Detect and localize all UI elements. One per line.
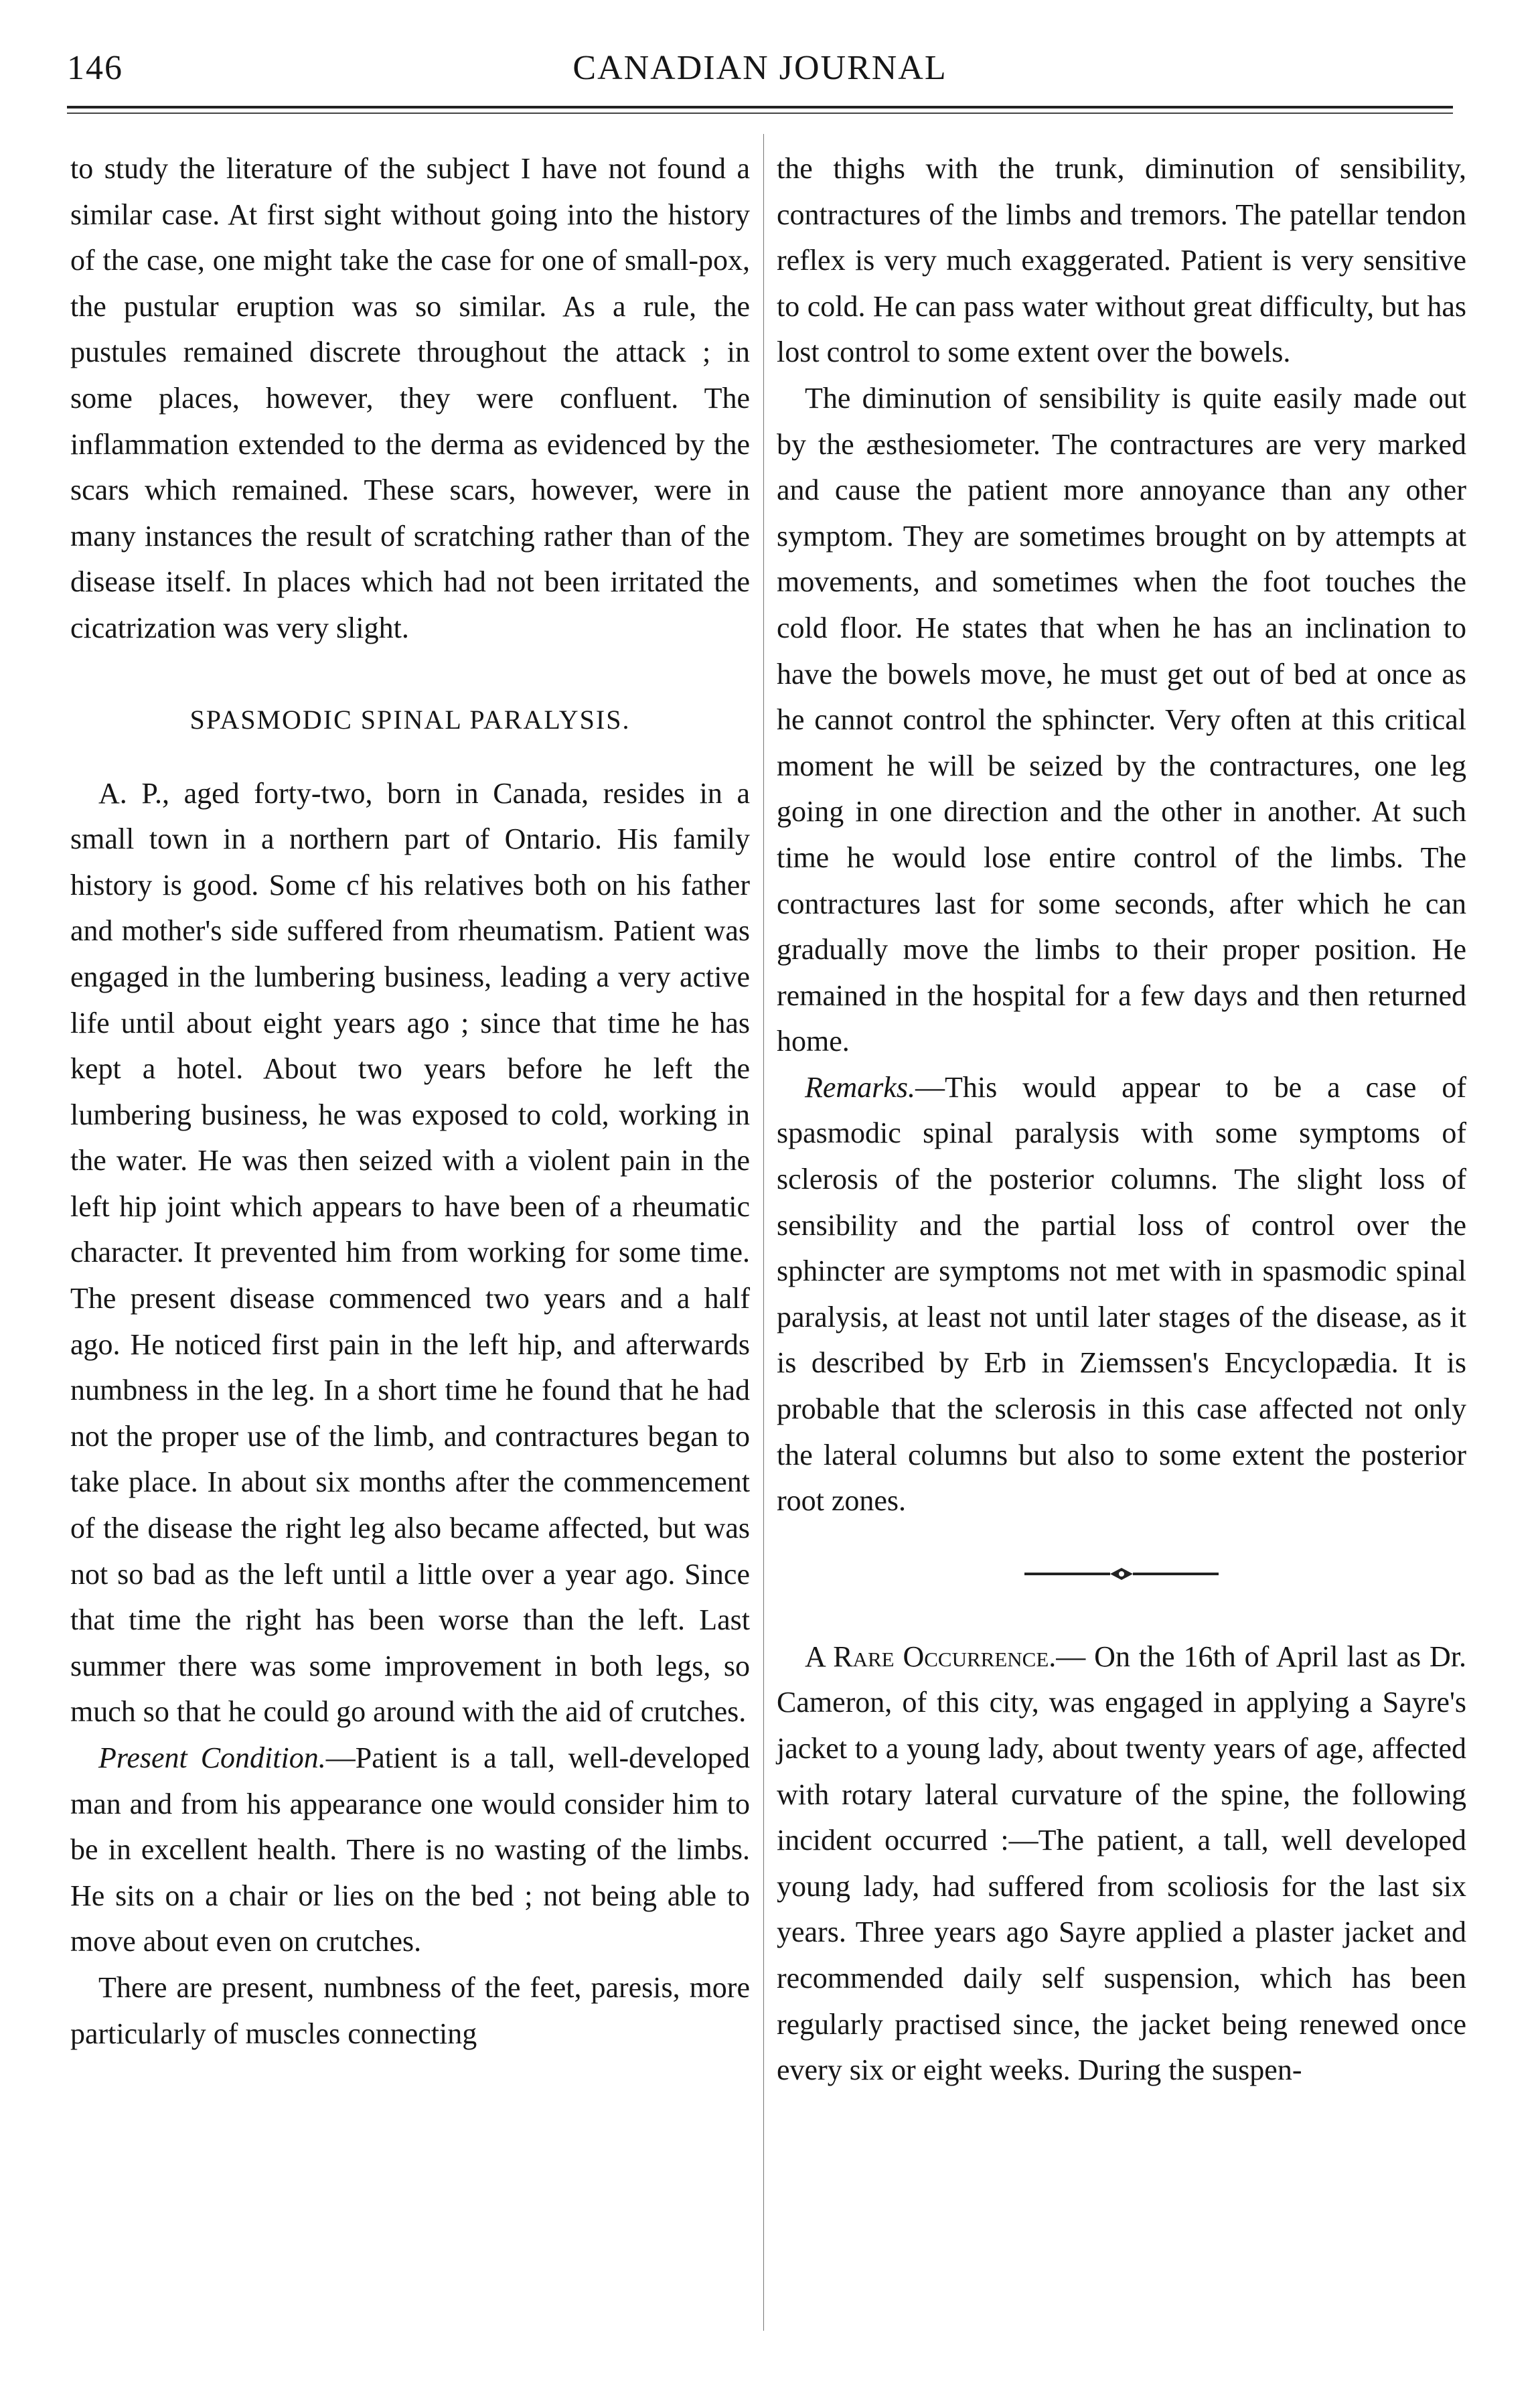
left-paragraph-1: to study the literature of the subject I have not found a similar case. At first sight without going into the history of the case, one might take the case for one of small-pox, the pustular eruption was so similar. As a rule, the pustules remained discrete throughout the attack ; in some places, however, they were confluent. The inflammation extended to the derma as evidenced by the scars which remained. These scars, however, were in many instances the result of scratching rather than of the disease itself. In places which had not been irritated the cicatrization was very slight.: [70, 152, 750, 644]
section-ornament: [777, 1554, 1466, 1594]
remarks-text: —This would appear to be a case of spasmodic spinal paralysis with some symptoms of sclerosis of the posterior columns. The slight loss of sensibility and the partial loss of control over the sphincter are symptoms not met with in spasmodic spinal paralysis, at least not until later stages of the disease, as it is described by Erb in Ziemssen's Encyclopædia. It is probable that the sclerosis in this case affected not only the lateral columns but also to some extent the posterior root zones.: [777, 1070, 1466, 1518]
right-column: [777, 146, 1466, 2094]
rare-occurrence-lead: A Rare Occurrence.: [805, 1640, 1057, 1673]
left-paragraph-3: [70, 1735, 750, 1965]
running-head: [67, 48, 1453, 95]
header-rule-thick: [67, 106, 1453, 108]
left-paragraph-4: There are present, numbness of the feet, paresis, more particularly of muscles connecting: [70, 1970, 750, 2050]
present-condition-lead: Present Condition.: [98, 1741, 326, 1774]
rare-occurrence-text: — On the 16th of April last as Dr. Cameron, of this city, was engaged in applying a Sayre's jacket to a young lady, about twenty years of age, affected with rotary lateral curvature of the spine, the following incident occurred :—The patient, a tall, well developed young lady, had suffered from scoliosis for the last six years. Three years ago Sayre applied a plaster jacket and recommended daily self suspension, which has been regularly practised since, the jacket being renewed once every six or eight weeks. During the suspen-: [777, 1640, 1466, 2087]
ornament-rule-icon: [1024, 1564, 1219, 1584]
remarks-lead: Remarks.: [805, 1070, 915, 1104]
page-number: 146: [67, 49, 123, 87]
left-paragraph-2: A. P., aged forty-two, born in Canada, resides in a small town in a northern part of Ontario. His family history is good. Some cf his relatives both on his father and mother's side suffered from rheumatism. Patient was engaged in the lumbering business, leading a very active life until about eight years ago ; since that time he has kept a hotel. About two years before he left the lumbering business, he was exposed to cold, working in the water. He was then seized with a violent pain in the left hip joint which appears to have been of a rheumatic character. It prevented him from working for some time. The present disease commenced two years and a half ago. He noticed first pain in the left hip, and afterwards numbness in the leg. In a short time he found that he had not the proper use of the limb, and contractures began to take place. In about six months after the commencement of the disease the right leg also became affected, but was not so bad as the left until a little over a year ago. Since that time the right has been worse than the left. Last summer there was some improvement in both legs, so much so that he could go around with the aid of crutches.: [70, 776, 750, 1729]
right-paragraph-3: [777, 1065, 1466, 1524]
right-paragraph-4: [777, 1634, 1466, 2094]
journal-title: CANADIAN JOURNAL: [572, 49, 947, 87]
section-heading: SPASMODIC SPINAL PARALYSIS.: [189, 704, 631, 735]
right-paragraph-1: the thighs with the trunk, diminution of sensibility, contractures of the limbs and tremors. The patellar tendon reflex is very much exaggerated. Patient is very sensitive to cold. He can pass water without great difficulty, but has lost control to some extent over the bowels.: [777, 152, 1466, 369]
right-paragraph-2: The diminution of sensibility is quite easily made out by the æsthesiometer. The contractures are very marked and cause the patient more annoyance than any other symptom. They are sometimes brought on by attempts at movements, and sometimes when the foot touches the cold floor. He states that when he has an inclination to have the bowels move, he must get out of bed at once as he cannot control the sphincter. Very often at this critical moment he will be seized by the contractures, one leg going in one direction and the other in another. At such time he would lose entire control of the limbs. The contractures last for some seconds, after which he can gradually move the limbs to their proper position. He remained in the hospital for a few days and then returned home.: [777, 381, 1466, 1058]
column-divider: [763, 134, 764, 2331]
header-rule-thin: [67, 113, 1453, 114]
left-column: [70, 146, 750, 2057]
present-condition-text: —Patient is a tall, well-developed man and from his appearance one would consider him to be in excellent health. There is no wasting of the limbs. He sits on a chair or lies on the bed ; not being able to move about even on crutches.: [70, 1741, 750, 1958]
